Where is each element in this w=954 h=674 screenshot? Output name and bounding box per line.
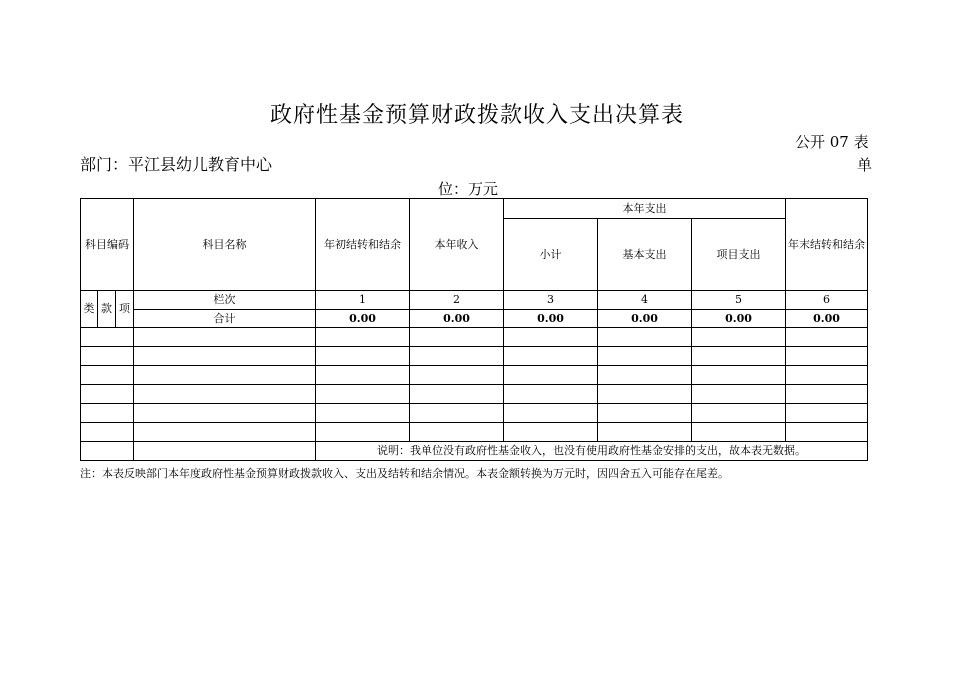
col-number-5: 5 — [692, 291, 786, 310]
total-value-1: 0.00 — [316, 310, 410, 328]
col-number-1: 1 — [316, 291, 410, 310]
table-row — [81, 404, 868, 423]
row-index-label: 栏次 — [134, 291, 316, 310]
header-basic-expense: 基本支出 — [598, 219, 692, 291]
form-number: 公开 07 表 — [795, 133, 869, 151]
header-name: 科目名称 — [134, 199, 316, 291]
total-label: 合计 — [134, 310, 316, 328]
fund-budget-table — [80, 198, 868, 461]
unit-label-part2: 位：万元 — [438, 180, 499, 198]
sub-header-xiang: 项 — [116, 291, 134, 328]
total-value-3: 0.00 — [504, 310, 598, 328]
table-row — [81, 366, 868, 385]
table-row — [81, 328, 868, 347]
unit-label-part1: 单 — [857, 156, 873, 174]
department-label: 部门：平江县幼儿教育中心 — [80, 155, 273, 174]
sub-header-lei: 类 — [81, 291, 98, 328]
header-project-expense: 项目支出 — [692, 219, 786, 291]
page-title: 政府性基金预算财政拨款收入支出决算表 — [269, 103, 684, 128]
footnote: 注：本表反映部门本年度政府性基金预算财政拨款收入、支出及结转和结余情况。本表金额转换为万元时，因四舍五入可能存在尾差。 — [80, 467, 729, 480]
col-number-3: 3 — [504, 291, 598, 310]
table-row — [81, 385, 868, 404]
total-value-5: 0.00 — [692, 310, 786, 328]
total-value-4: 0.00 — [598, 310, 692, 328]
col-number-4: 4 — [598, 291, 692, 310]
total-value-6: 0.00 — [786, 310, 868, 328]
header-code: 科目编码 — [81, 199, 134, 291]
header-expense-group: 本年支出 — [504, 199, 786, 219]
table-row — [81, 347, 868, 366]
header-income: 本年收入 — [410, 199, 504, 291]
header-begin-balance: 年初结转和结余 — [316, 199, 410, 291]
total-value-2: 0.00 — [410, 310, 504, 328]
header-end-balance: 年末结转和结余 — [786, 199, 868, 291]
explanation-text: 说明：我单位没有政府性基金收入，也没有使用政府性基金安排的支出，故本表无数据。 — [316, 442, 868, 461]
table-row — [81, 423, 868, 442]
col-number-6: 6 — [786, 291, 868, 310]
sub-header-kuan: 款 — [98, 291, 116, 328]
col-number-2: 2 — [410, 291, 504, 310]
header-subtotal: 小计 — [504, 219, 598, 291]
